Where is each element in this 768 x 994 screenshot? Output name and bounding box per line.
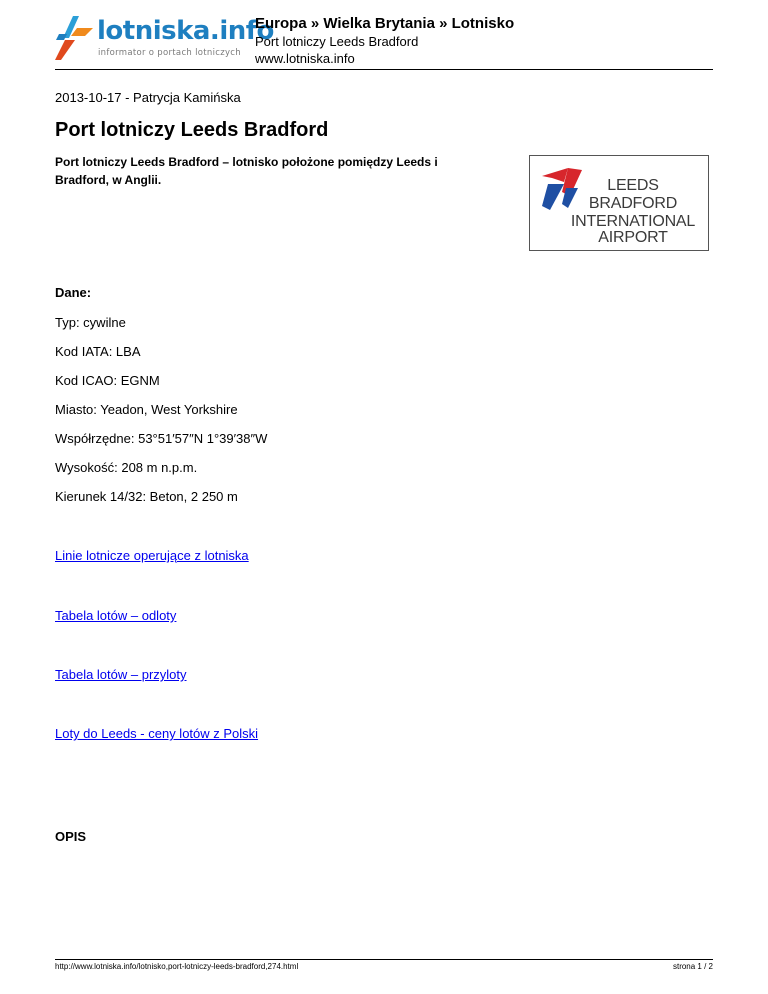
field-iata: Kod IATA: LBA — [55, 344, 141, 359]
page-header — [55, 10, 713, 68]
link-arrivals[interactable]: Tabela lotów – przyloty — [55, 667, 187, 682]
link-flight-prices[interactable]: Loty do Leeds - ceny lotów z Polski — [55, 726, 259, 741]
airport-logo-image — [529, 155, 709, 251]
airport-logo-line1: LEEDS — [607, 177, 659, 194]
footer-divider — [55, 959, 713, 960]
header-site: www.lotniska.info — [255, 51, 355, 66]
document-page — [55, 0, 713, 994]
page-title: Port lotniczy Leeds Bradford — [55, 119, 329, 141]
field-runway: Kierunek 14/32: Beton, 2 250 m — [55, 489, 238, 504]
breadcrumb: Europa » Wielka Brytania » Lotnisko — [255, 15, 515, 32]
header-subtitle: Port lotniczy Leeds Bradford — [255, 34, 419, 49]
link-departures[interactable]: Tabela lotów – odloty — [55, 608, 177, 623]
field-city: Miasto: Yeadon, West Yorkshire — [55, 402, 238, 417]
header-text — [255, 14, 514, 67]
field-coordinates: Współrzędne: 53°51′57″N 1°39′38″W — [55, 431, 268, 446]
airport-logo-line2: BRADFORD — [588, 195, 678, 212]
article-meta: 2013-10-17 - Patrycja Kamińska — [55, 90, 241, 105]
lead-paragraph: Port lotniczy Leeds Bradford – lotnisko położone pomiędzy Leeds i Bradford, w Anglii. — [55, 155, 438, 187]
site-logo — [55, 14, 274, 64]
field-icao: Kod ICAO: EGNM — [55, 373, 160, 388]
field-type: Typ: cywilne — [55, 315, 126, 330]
field-elevation: Wysokość: 208 m n.p.m. — [55, 460, 198, 475]
airport-logo-line4: AIRPORT — [598, 229, 668, 246]
section-heading-opis: OPIS — [55, 829, 87, 844]
logo-wordmark: lotniska.info — [97, 16, 274, 46]
footer-url: http://www.lotniska.info/lotnisko,port-lotniczy-leeds-bradford,274.html — [55, 962, 299, 971]
airport-logo-line3: INTERNATIONAL — [570, 213, 696, 230]
plane-icon — [55, 14, 95, 62]
logo-tagline: informator o portach lotniczych — [98, 48, 241, 58]
footer-page-number: strona 1 / 2 — [672, 962, 713, 971]
link-airlines[interactable]: Linie lotnicze operujące z lotniska — [55, 548, 249, 563]
header-divider — [55, 69, 713, 70]
data-heading: Dane: — [55, 285, 92, 300]
